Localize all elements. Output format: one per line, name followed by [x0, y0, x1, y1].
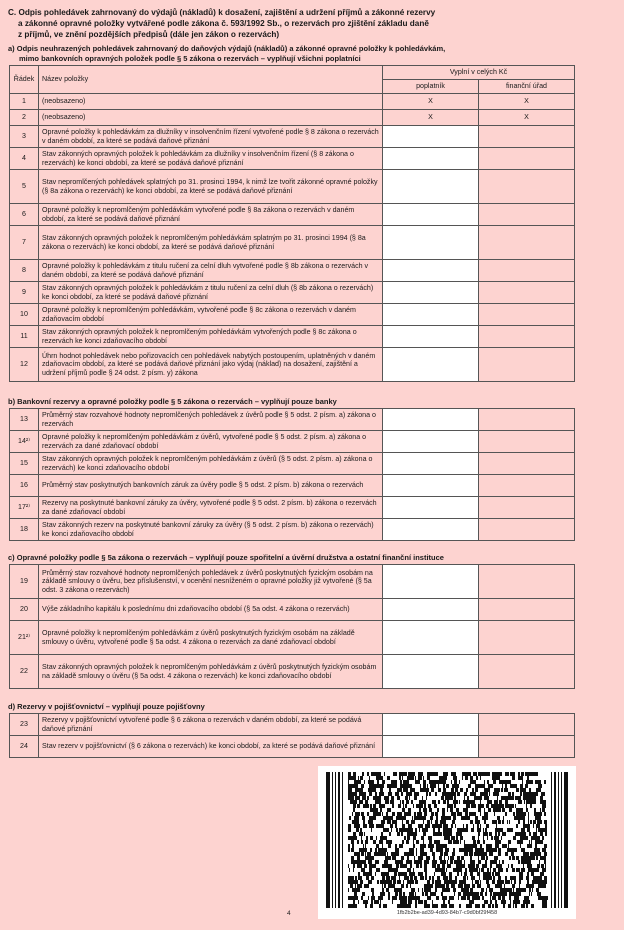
taxpayer-amount-field[interactable]	[383, 655, 479, 689]
taxpayer-amount-field[interactable]	[383, 409, 479, 431]
taxpayer-amount-field[interactable]	[383, 226, 479, 260]
table-row	[10, 304, 575, 326]
row-number: 3	[10, 126, 39, 148]
section-a-title	[8, 44, 445, 63]
tax-office-amount-field	[479, 565, 575, 599]
item-description: Stav rezerv v pojišťovnictví (§ 6 zákona o rezervách) ke konci období, za které se podává daňové přiznání	[39, 736, 383, 758]
item-description: Úhrn hodnot pohledávek nebo pořizovacích cen pohledávek nabytých postoupením, uplatněných v daném zdaňovacím období, za které se podává daňové přiznání jako výdaj (náklad) na dosažení, zajištění a udržení příjmů podle § 24 odst. 2 písm. y) zákona	[39, 348, 383, 382]
tax-office-amount-field	[479, 226, 575, 260]
item-description: Výše základního kapitálu k poslednímu dni zdaňovacího období (§ 5a odst. 4 zákona o rezervách)	[39, 599, 383, 621]
tax-office-value: X	[479, 110, 575, 126]
item-name-header: Název položky	[39, 66, 383, 94]
taxpayer-amount-field[interactable]	[383, 599, 479, 621]
taxpayer-amount-field[interactable]	[383, 326, 479, 348]
taxpayer-amount-field[interactable]	[383, 204, 479, 226]
section-b-title: b) Bankovní rezervy a opravné položky podle § 5 zákona o rezervách – vyplňují pouze banky	[8, 397, 337, 406]
tax-office-amount-field	[479, 304, 575, 326]
row-number: 5	[10, 170, 39, 204]
row-number: 8	[10, 260, 39, 282]
tax-office-amount-field	[479, 204, 575, 226]
table-row	[10, 348, 575, 382]
table-row	[10, 204, 575, 226]
tax-office-amount-field	[479, 409, 575, 431]
row-number: 12	[10, 348, 39, 382]
table-row	[10, 565, 575, 599]
barcode-image	[326, 772, 568, 908]
taxpayer-amount-field[interactable]	[383, 565, 479, 599]
tax-office-amount-field	[479, 326, 575, 348]
tax-office-amount-field	[479, 497, 575, 519]
item-description: Průměrný stav poskytnutých bankovních záruk za úvěry podle § 5 odst. 2 písm. b) zákona o rezervách	[39, 475, 383, 497]
table-row	[10, 282, 575, 304]
taxpayer-amount-field[interactable]	[383, 304, 479, 326]
item-description: Opravné položky k pohledávkám z titulu ručení za celní dluh vytvořené podle § 8b zákona o rezervách v daném období, za které se podává daňové přiznání	[39, 260, 383, 282]
table-row	[10, 110, 575, 126]
item-description: Opravné položky k nepromlčeným pohledávkám, vytvořené podle § 8c zákona o rezervách v daném zdaňovacím období	[39, 304, 383, 326]
section-c-title: c) Opravné položky podle § 5a zákona o rezervách – vyplňují pouze spořitelní a úvěrní družstva a ostatní finanční instituce	[8, 553, 444, 562]
taxpayer-amount-field[interactable]	[383, 348, 479, 382]
tax-office-column-header: finanční úřad	[479, 80, 575, 94]
table-row	[10, 226, 575, 260]
table-row	[10, 655, 575, 689]
row-number: 9	[10, 282, 39, 304]
row-number: 11	[10, 326, 39, 348]
tax-office-amount-field	[479, 260, 575, 282]
row-number: 22	[10, 655, 39, 689]
table-row	[10, 148, 575, 170]
page-number: 4	[287, 910, 291, 917]
tax-office-amount-field	[479, 599, 575, 621]
item-description: Rezervy na poskytnuté bankovní záruky za úvěry, vytvořené podle § 5 odst. 2 písm. b) zákona o rezervách za dané zdaňovací období	[39, 497, 383, 519]
table-row	[10, 126, 575, 148]
tax-office-amount-field	[479, 431, 575, 453]
row-number: 24	[10, 736, 39, 758]
tax-office-amount-field	[479, 170, 575, 204]
taxpayer-amount-field[interactable]	[383, 736, 479, 758]
taxpayer-value: X	[383, 94, 479, 110]
row-number: 16	[10, 475, 39, 497]
item-description: Stav zákonných opravných položek k nepromlčeným pohledávkám vytvořených podle § 8c zákona o rezervách ke konci zdaňovacího období	[39, 326, 383, 348]
item-description: Průměrný stav rozvahové hodnoty nepromlčených pohledávek z úvěrů podle § 5 odst. 2 písm. a) zákona o rezervách	[39, 409, 383, 431]
table-section-b	[9, 408, 575, 541]
taxpayer-amount-field[interactable]	[383, 170, 479, 204]
table-row	[10, 497, 575, 519]
tax-office-amount-field	[479, 714, 575, 736]
table-row	[10, 409, 575, 431]
table-row	[10, 714, 575, 736]
table-row	[10, 260, 575, 282]
table-row	[10, 736, 575, 758]
taxpayer-amount-field[interactable]	[383, 431, 479, 453]
row-number: 20	[10, 599, 39, 621]
row-number: 13	[10, 409, 39, 431]
section-a-title-line-1: a) Odpis neuhrazených pohledávek zahrnovaný do daňových výdajů (nákladů) a zákonné opravné položky k pohledávkám,	[8, 44, 446, 53]
item-description: (neobsazeno)	[39, 110, 383, 126]
tax-office-amount-field	[479, 621, 575, 655]
tax-office-value: X	[479, 94, 575, 110]
item-description: Opravné položky k nepromlčeným pohledávkám z úvěrů, vytvořené podle § 5 odst. 2 písm. a) zákona o rezervách za dané zdaňovací období	[39, 431, 383, 453]
barcode-text: 1fb2b2be-ad39-4d93-84b7-c9d0bf29f458	[396, 910, 498, 916]
tax-office-amount-field	[479, 348, 575, 382]
row-number: 23	[10, 714, 39, 736]
item-description: (neobsazeno)	[39, 94, 383, 110]
item-description: Průměrný stav rozvahové hodnoty nepromlčených pohledávek z úvěrů poskytnutých fyzickým osobám na základě smlouvy o úvěru, bez příslušenství, v ocenění nesníženém o opravné položky již vytvořené (§ 5a odst. 3 zákona o rezervách)	[39, 565, 383, 599]
heading-line-2: a zákonné opravné položky vytvářené podle zákona č. 593/1992 Sb., o rezervách pro zjištění základu daně	[18, 19, 429, 28]
tax-office-amount-field	[479, 519, 575, 541]
item-description: Opravné položky k nepromlčeným pohledávkám z úvěrů poskytnutých fyzickým osobám na základě smlouvy o úvěru, vytvořené podle § 5a odst. 4 zákona o rezervách za dané zdaňovací období	[39, 621, 383, 655]
row-number: 19	[10, 565, 39, 599]
taxpayer-amount-field[interactable]	[383, 453, 479, 475]
tax-office-amount-field	[479, 475, 575, 497]
table-row	[10, 519, 575, 541]
taxpayer-amount-field[interactable]	[383, 282, 479, 304]
tax-office-amount-field	[479, 736, 575, 758]
table-section-d	[9, 713, 575, 758]
row-number: 10	[10, 304, 39, 326]
taxpayer-amount-field[interactable]	[383, 497, 479, 519]
taxpayer-amount-field[interactable]	[383, 126, 479, 148]
row-number: 1	[10, 94, 39, 110]
tax-office-amount-field	[479, 126, 575, 148]
item-description: Stav zákonných opravných položek k nepromlčeným pohledávkám splatným po 31. prosinci 1994 (§ 8a zákona o rezervách) ke konci období, za které se podává daňové přiznání	[39, 226, 383, 260]
fill-in-header: Vyplní v celých Kč	[383, 66, 575, 80]
table-row	[10, 453, 575, 475]
section-a-title-line-2: mimo bankovních opravných položek podle § 5 zákona o rezervách – vyplňují všichni poplatníci	[19, 53, 361, 63]
barcode	[318, 766, 576, 919]
table-row	[10, 170, 575, 204]
section-d-title: d) Rezervy v pojišťovnictví – vyplňují pouze pojišťovny	[8, 702, 205, 711]
item-description: Stav zákonných opravných položek k nepromlčeným pohledávkám z úvěrů poskytnutých fyzickým osobám na základě smlouvy o úvěru (§ 5a odst. 4 zákona o rezervách) ke konci zdaňovacího období	[39, 655, 383, 689]
row-number: 7	[10, 226, 39, 260]
heading-line-3: z příjmů, ve znění pozdějších předpisů (dále jen zákon o rezervách)	[18, 30, 280, 39]
taxpayer-value: X	[383, 110, 479, 126]
taxpayer-amount-field[interactable]	[383, 260, 479, 282]
row-number: 6	[10, 204, 39, 226]
row-number: 21²⁾	[10, 621, 39, 655]
taxpayer-column-header: poplatník	[383, 80, 479, 94]
row-number: 14²⁾	[10, 431, 39, 453]
taxpayer-amount-field[interactable]	[383, 148, 479, 170]
table-section-c	[9, 564, 575, 689]
table-row	[10, 94, 575, 110]
item-description: Stav nepromlčených pohledávek splatných po 31. prosinci 1994, k nimž lze tvořit zákonné opravné položky (§ 8a zákona o rezervách) ke konci období, za které se podává daňové přiznání	[39, 170, 383, 204]
item-description: Stav zákonných opravných položek k pohledávkám z titulu ručení za celní dluh (§ 8b zákona o rezervách) ke konci období, za které se podává daňové přiznání	[39, 282, 383, 304]
row-number: 18	[10, 519, 39, 541]
table-row	[10, 431, 575, 453]
table-row	[10, 475, 575, 497]
taxpayer-amount-field[interactable]	[383, 519, 479, 541]
row-number: 4	[10, 148, 39, 170]
heading-line-1: C. Odpis pohledávek zahrnovaný do výdajů (nákladů) k dosažení, zajištění a udržení příjmů a zákonné rezervy	[8, 8, 436, 17]
table-row	[10, 326, 575, 348]
item-description: Stav zákonných opravných položek k nepromlčeným pohledávkám z úvěrů (§ 5 odst. 2 písm. a) zákona o rezervách) ke konci zdaňovacího období	[39, 453, 383, 475]
tax-office-amount-field	[479, 148, 575, 170]
taxpayer-amount-field[interactable]	[383, 714, 479, 736]
table-row	[10, 621, 575, 655]
item-description: Opravné položky k pohledávkám za dlužníky v insolvenčním řízení vytvořené podle § 8 zákona o rezervách v daném období, za které se podává daňové přiznání	[39, 126, 383, 148]
item-description: Stav zákonných rezerv na poskytnuté bankovní záruky za úvěry (§ 5 odst. 2 písm. b) zákona o rezervách) ke konci zdaňovacího období	[39, 519, 383, 541]
tax-office-amount-field	[479, 453, 575, 475]
row-number: 2	[10, 110, 39, 126]
table-section-a	[9, 65, 575, 382]
item-description: Stav zákonných opravných položek k pohledávkám za dlužníky v insolvenčním řízení (§ 8 zákona o rezervách) ke konci období, za které se podává daňové přiznání	[39, 148, 383, 170]
section-c-heading	[8, 7, 608, 40]
row-number-header: Řádek	[10, 66, 39, 94]
table-row	[10, 599, 575, 621]
tax-office-amount-field	[479, 282, 575, 304]
tax-office-amount-field	[479, 655, 575, 689]
taxpayer-amount-field[interactable]	[383, 621, 479, 655]
row-number: 17²⁾	[10, 497, 39, 519]
item-description: Rezervy v pojišťovnictví vytvořené podle § 6 zákona o rezervách v daném období, za které se podává daňové přiznání	[39, 714, 383, 736]
row-number: 15	[10, 453, 39, 475]
taxpayer-amount-field[interactable]	[383, 475, 479, 497]
item-description: Opravné položky k nepromlčeným pohledávkám vytvořené podle § 8a zákona o rezervách v daném období, za které se podává daňové přiznání	[39, 204, 383, 226]
